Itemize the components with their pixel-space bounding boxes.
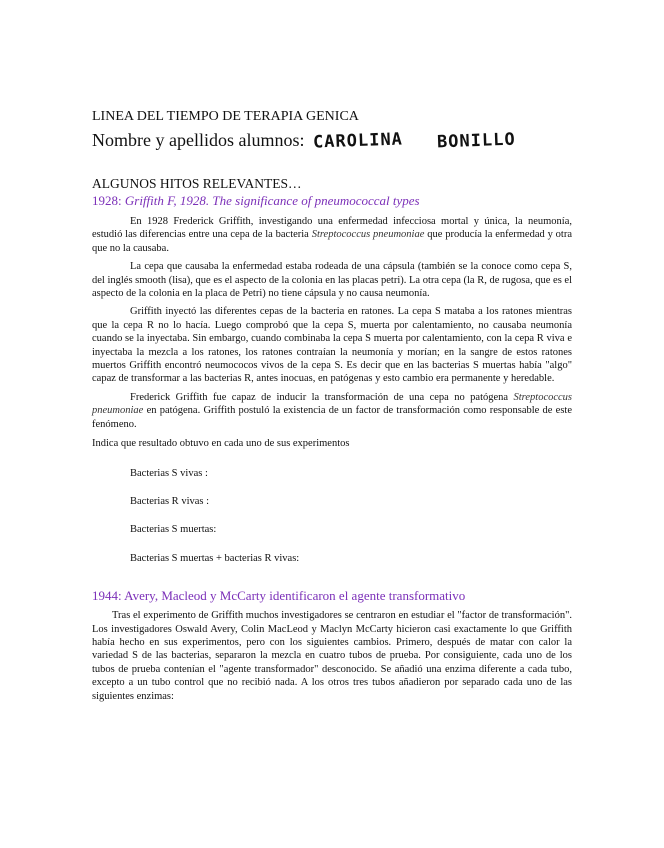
answer-item: Bacterias R vivas : [130, 495, 210, 507]
milestone-1944-year: 1944 [92, 588, 118, 604]
document-title: LINEA DEL TIEMPO DE TERAPIA GENICA [92, 109, 359, 124]
name-label: Nombre y apellidos alumnos: [92, 130, 305, 150]
species-name: Streptococcus pneumoniae [92, 391, 573, 417]
paragraph-conclusion-text-b: en patógena. Griffith postuló la existencia de un factor de transformación como responsable de este fenómeno. [92, 405, 572, 430]
paragraph-intro-text-b: que producía la enfermedad y otra que no la causaba. [92, 229, 572, 254]
milestone-reference: Griffith F, 1928. The significance of pneumococcal types [124, 193, 420, 208]
question-prompt: Indica que resultado obtuvo en cada uno de sus experimentos [92, 438, 350, 450]
paragraph-intro [92, 215, 572, 255]
paragraph-experiment: Griffith inyectó las diferentes cepas de la bacteria en ratones. La cepa S mataba a los ratones mientras que la cepa R no lo hacía. Luego comprobó que la cepa S, muerta por calentamiento, no causaba neumonía cuando se la inyectaba. Sin embargo, cuando combinaba la cepa S muerta por calentamiento, con la cepa R viva e inyectaba la mezcla a los ratones, los ratones contraían la neumonía y morían; en la sangre de estos ratones muertos Griffith encontró neumococos vivos de la cepa S. Es decir que en las bacterias S muertas había "algo" capaz de transformar a las bacterias R, antes inocuas, en patógenas y esto cambio era permanente y heredable. [92, 306, 572, 385]
paragraph-conclusion [92, 391, 572, 431]
paragraph-conclusion-text-a: Frederick Griffith fue capaz de inducir la transformación de una cepa no patógena [130, 391, 509, 403]
student-name-line [92, 128, 572, 153]
species-name: Streptococcus pneumoniae [311, 229, 425, 241]
milestone-1944-heading [92, 587, 572, 604]
section-heading: ALGUNOS HITOS RELEVANTES… [92, 176, 302, 191]
answer-item: Bacterias S muertas: [130, 524, 217, 536]
answer-item: Bacterias S vivas : [130, 467, 208, 479]
document-page [92, 108, 572, 703]
milestone-1944-title: : Avery, Macleod y McCarty identificaron el agente transformativo [118, 588, 466, 604]
handwritten-name-second: BONILLO [436, 129, 516, 153]
answer-list [130, 467, 572, 566]
paragraph-avery: Tras el experimento de Griffith muchos investigadores se centraron en estudiar el "factor de transformación". Los investigadores Oswald Avery, Colin MacLeod y Maclyn McCarty hicieron casi exactamente lo que Griffith había hecho en sus experimentos, pero con los siguientes cambios. Primero, después de matar con calor la variedad S de las bacterias, separaron la mezcla en cuatro tubos de prueba. Por consiguiente, cada uno de los tubos de prueba contenían el "agente transformador" desconocido. Se añadió una enzima diferente a cada tubo, excepto a un tubo control que no recibió nada. A los otros tres tubos añadieron por separado cada uno de las siguientes enzimas: [92, 610, 572, 702]
answer-item: Bacterias S muertas + bacterias R vivas: [130, 552, 300, 564]
paragraph-strains: La cepa que causaba la enfermedad estaba rodeada de una cápsula (también se la conoce como cepa S, del inglés smooth (lisa), que es el aspecto de la colonia en las placas petri). La otra cepa (la R, de rugosa, que es el aspecto de la colonia en la placa de Petri) no tiene cápsula y no causa neumonía. [92, 261, 572, 300]
paragraph-intro-text-a: En 1928 Frederick Griffith, investigando una enfermedad infecciosa mortal y única, la neumonía, estudió las diferencias entre una cepa de la bacteria [92, 216, 572, 241]
milestone-1928-heading [92, 192, 572, 210]
handwritten-name-first: CAROLINA [312, 129, 404, 153]
milestone-year: 1928: [92, 193, 122, 208]
